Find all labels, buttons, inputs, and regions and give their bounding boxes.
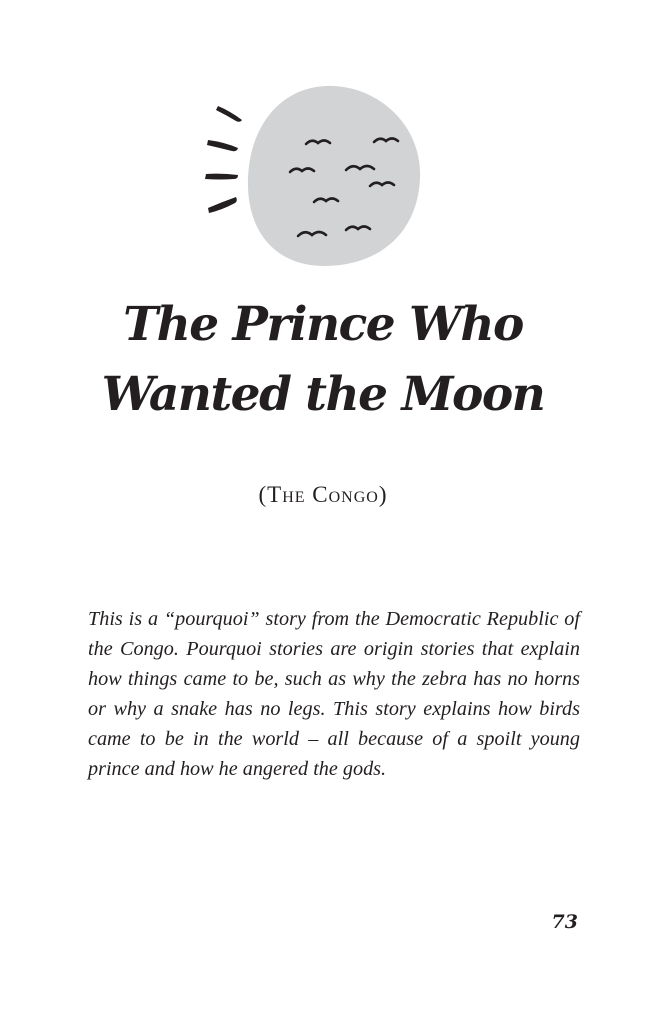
- moon-shape: [248, 86, 420, 266]
- subtitle-country: The Congo: [267, 482, 379, 507]
- story-title: [40, 290, 606, 430]
- story-origin-subtitle: [40, 482, 606, 508]
- moon-with-birds-icon: [196, 82, 428, 272]
- story-title-line-2: Wanted the Moon: [101, 367, 545, 422]
- moon-shine-strokes: [205, 106, 242, 213]
- subtitle-open-paren: (: [258, 482, 268, 507]
- story-introduction: This is a “pourquoi” story from the Democratic Republic of the Congo. Pourquoi stories are origin stories that explain how things came to be, such as why the zebra has no horns or why a snake has no legs. This story explains how birds came to be in the world – all because of a spoilt young prince and how he angered the gods.: [88, 608, 580, 780]
- page-number: 73: [551, 911, 578, 933]
- subtitle-close-paren: ): [378, 482, 388, 507]
- story-title-line-1: The Prince Who: [123, 297, 523, 352]
